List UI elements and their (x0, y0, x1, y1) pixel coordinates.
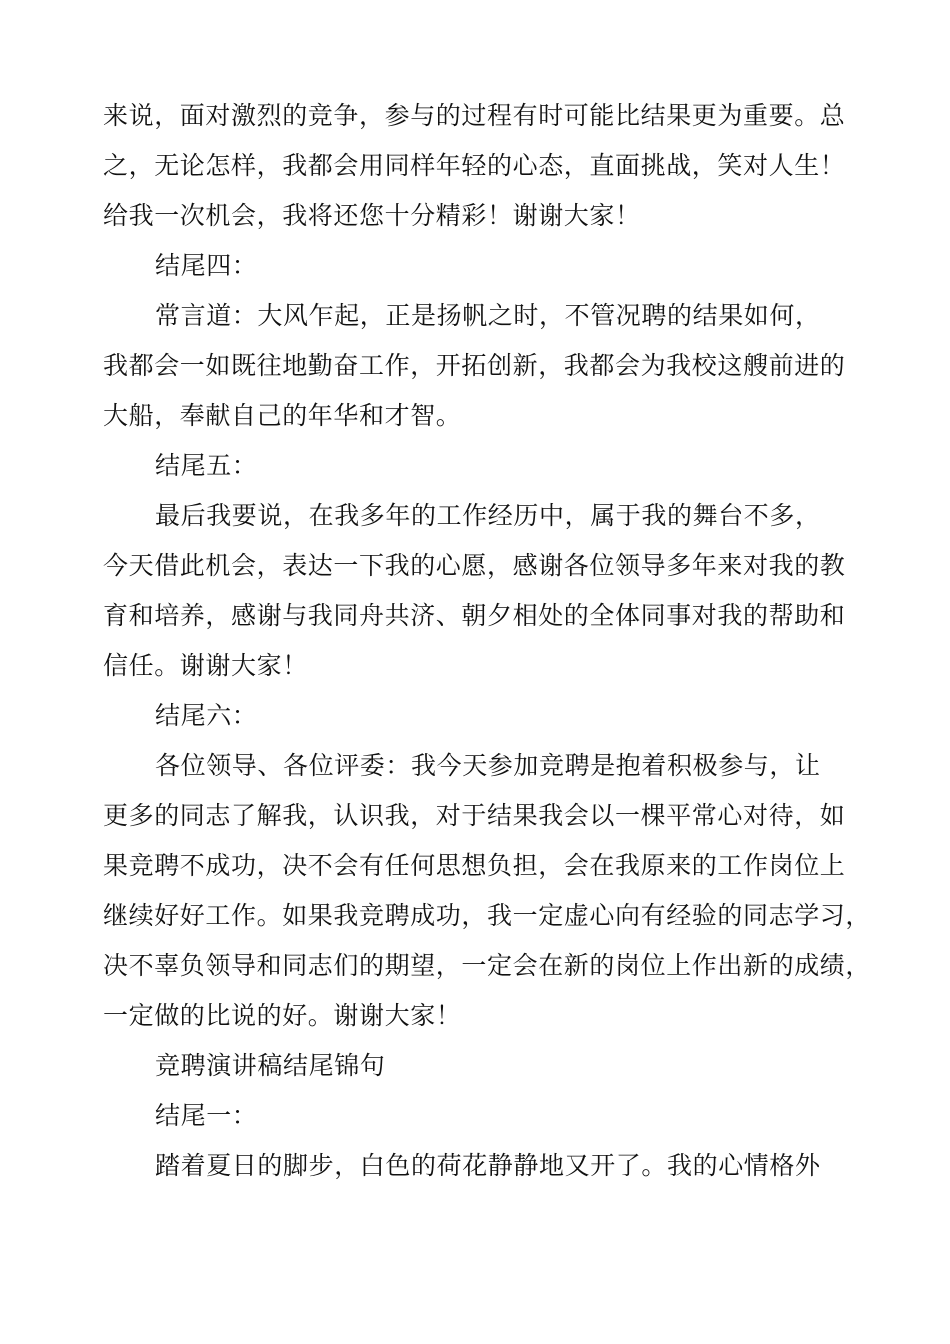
text-line: 继续好好工作。如果我竞聘成功，我一定虚心向有经验的同志学习， (103, 901, 872, 930)
section-heading: 结尾六： (155, 701, 258, 730)
paragraph-first-line: 常言道：大风乍起，正是扬帆之时，不管况聘的结果如何， (155, 301, 821, 330)
section-heading: 结尾四： (155, 251, 258, 280)
text-line: 今天借此机会，表达一下我的心愿，感谢各位领导多年来对我的教 (103, 551, 846, 580)
text-line: 更多的同志了解我，认识我，对于结果我会以一棵平常心对待，如 (103, 801, 846, 830)
section-heading: 结尾一： (155, 1101, 258, 1130)
document-subtitle: 竞聘演讲稿结尾锦句 (155, 1051, 386, 1080)
paragraph-first-line: 各位领导、各位评委：我今天参加竞聘是抱着积极参与，让 (155, 751, 821, 780)
text-line: 大船，奉献自己的年华和才智。 (103, 401, 462, 430)
text-line: 决不辜负领导和同志们的期望，一定会在新的岗位上作出新的成绩， (103, 951, 872, 980)
section-heading: 结尾五： (155, 451, 258, 480)
text-line: 来说，面对激烈的竞争，参与的过程有时可能比结果更为重要。总 (103, 101, 846, 130)
text-line: 育和培养，感谢与我同舟共济、朝夕相处的全体同事对我的帮助和 (103, 601, 846, 630)
text-line: 信任。谢谢大家！ (103, 651, 308, 680)
paragraph-first-line: 最后我要说，在我多年的工作经历中，属于我的舞台不多， (155, 501, 821, 530)
text-line: 我都会一如既往地勤奋工作，开拓创新，我都会为我校这艘前进的 (103, 351, 846, 380)
text-line: 一定做的比说的好。谢谢大家！ (103, 1001, 462, 1030)
text-line: 之，无论怎样，我都会用同样年轻的心态，直面挑战，笑对人生！ (103, 151, 846, 180)
text-line: 给我一次机会，我将还您十分精彩！谢谢大家！ (103, 201, 641, 230)
paragraph-first-line: 踏着夏日的脚步，白色的荷花静静地又开了。我的心情格外 (155, 1151, 821, 1180)
text-line: 果竞聘不成功，决不会有任何思想负担，会在我原来的工作岗位上 (103, 851, 846, 880)
